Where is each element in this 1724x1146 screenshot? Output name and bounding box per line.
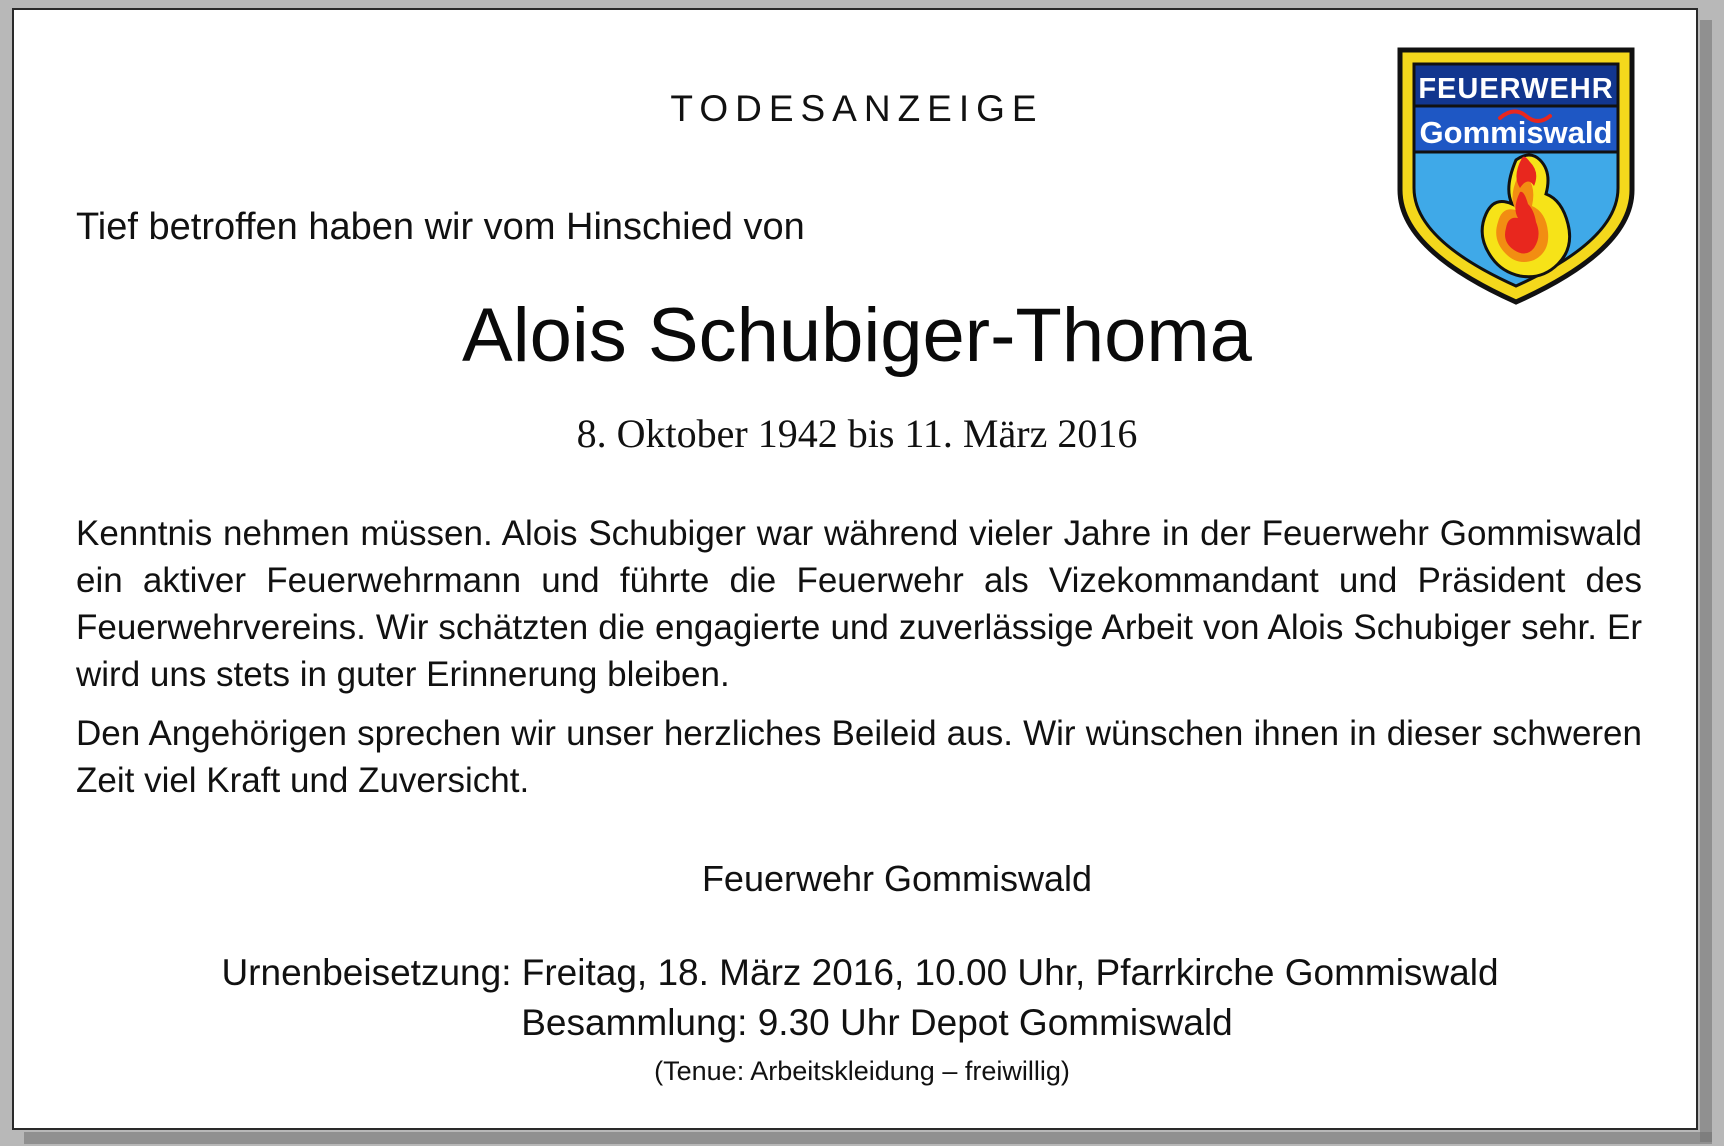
page-title: TODESANZEIGE xyxy=(670,88,1044,129)
deceased-name: Alois Schubiger-Thoma xyxy=(462,293,1252,378)
svg-text:Gommiswald: Gommiswald xyxy=(1419,115,1613,150)
signature: Feuerwehr Gommiswald xyxy=(701,858,1093,899)
card-shadow-bottom xyxy=(24,1132,1712,1144)
fire-brigade-crest-icon xyxy=(1392,40,1640,310)
death-notice-card xyxy=(12,8,1698,1130)
svg-text:FEUERWEHR: FEUERWEHR xyxy=(1418,73,1614,105)
tribute-paragraph-1: Kenntnis nehmen müssen. Alois Schubiger war während vieler Jahre in der Feuerwehr Gommiswald ein aktiver Feuerwehrmann und führte die Feuerwehr als Vizekommandant und Präsident des Feuerwehrvereins. Wir schätzten die engagierte und zuverlässige Arbeit von Alois Schubiger sehr. Er wird uns stets in guter Erinnerung bleiben. xyxy=(76,514,1642,694)
intro-text: Tief betroffen haben wir vom Hinschied von xyxy=(76,206,805,248)
life-dates: 8. Oktober 1942 bis 11. März 2016 xyxy=(576,411,1138,456)
funeral-details-line-2: Besammlung: 9.30 Uhr Depot Gommiswald xyxy=(521,1002,1233,1043)
funeral-details-line-1: Urnenbeisetzung: Freitag, 18. März 2016, 10.00 Uhr, Pfarrkirche Gommiswald xyxy=(221,952,1499,993)
funeral-dress-code-note: (Tenue: Arbeitskleidung – freiwillig) xyxy=(654,1056,1070,1086)
tribute-paragraph-2: Den Angehörigen sprechen wir unser herzliches Beileid aus. Wir wünschen ihnen in dieser schweren Zeit viel Kraft und Zuversicht. xyxy=(76,714,1642,800)
card-shadow-right xyxy=(1700,20,1712,1142)
